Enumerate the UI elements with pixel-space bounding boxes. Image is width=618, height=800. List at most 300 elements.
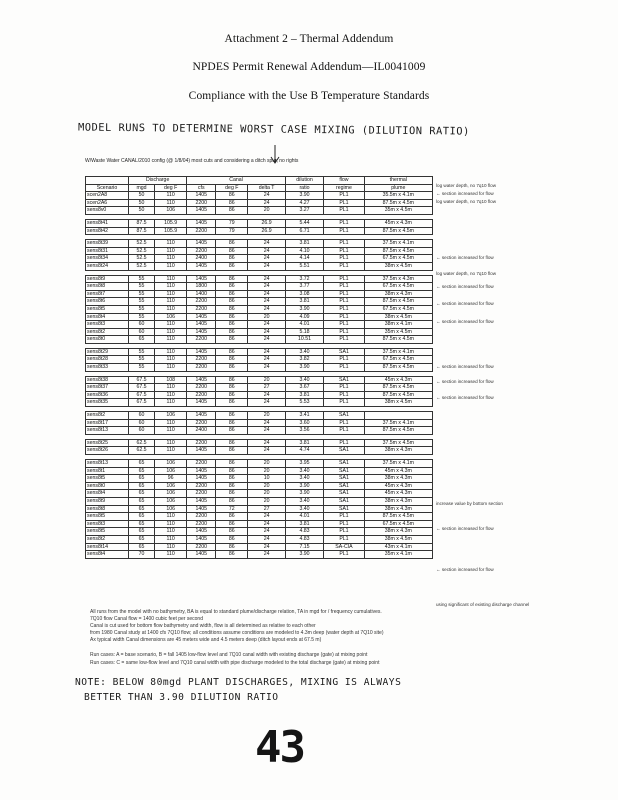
table-cell: 3.72 — [285, 275, 324, 283]
table-cell: SA1 — [324, 467, 364, 475]
table-cell: sens8t36 — [86, 391, 129, 399]
table-cell: 1405 — [187, 412, 216, 420]
table-cell: PL1 — [324, 275, 364, 283]
table-cell: 3.27 — [285, 207, 324, 215]
table-row — [86, 460, 433, 468]
table-cell: 24 — [248, 551, 285, 559]
table-cell: 3.40 — [285, 376, 324, 384]
table-cell: 86 — [216, 240, 248, 248]
table-cell: 106 — [155, 207, 187, 215]
table-cell: 110 — [155, 439, 187, 447]
table-cell: 37.5m x 4.1m — [364, 419, 432, 427]
table-cell: sens8t31 — [86, 247, 129, 255]
table-cell: 4.83 — [285, 535, 324, 543]
table-cell: SA1 — [324, 497, 364, 505]
table-cell: 110 — [155, 305, 187, 313]
table-cell: 5.18 — [285, 328, 324, 336]
footnote: 7Q10 flow Canal flow = 1400 cubic feet per second — [90, 616, 203, 622]
table-cell: 3.41 — [285, 412, 324, 420]
table-cell: 3.81 — [285, 240, 324, 248]
table-cell: 2200 — [187, 520, 216, 528]
table-cell: 20 — [248, 207, 285, 215]
table-cell: sens8t5 — [86, 475, 129, 483]
table-cell: 87.5m x 4.5m — [364, 227, 432, 235]
table-row — [86, 313, 433, 321]
table-cell: sens8v0 — [86, 207, 129, 215]
table-cell: 1405 — [187, 313, 216, 321]
group-discharge: Discharge — [129, 177, 187, 185]
table-row — [86, 275, 433, 283]
table-cell: PL1 — [324, 247, 364, 255]
table-cell: 50 — [129, 207, 155, 215]
table-cell: 110 — [155, 391, 187, 399]
table-cell — [364, 412, 432, 420]
table-cell: PL1 — [324, 336, 364, 344]
table-row — [86, 328, 433, 336]
table-cell: 20 — [248, 490, 285, 498]
group-dilution: dilution — [285, 177, 324, 185]
table-row — [86, 412, 433, 420]
table-cell: 55 — [129, 364, 155, 372]
table-row — [86, 227, 433, 235]
table-cell: 50 — [129, 192, 155, 200]
table-cell: 24 — [248, 348, 285, 356]
table-cell: 110 — [155, 336, 187, 344]
table-cell: PL1 — [324, 227, 364, 235]
table-cell: 60 — [129, 412, 155, 420]
table-cell: 110 — [155, 364, 187, 372]
table-cell: 38m x 4.5m — [364, 262, 432, 270]
table-cell: 37.5m x 4.1m — [364, 460, 432, 468]
table-cell: 1405 — [187, 399, 216, 407]
table-cell: 2200 — [187, 356, 216, 364]
table-cell: 20 — [248, 460, 285, 468]
table-cell: 52.5 — [129, 240, 155, 248]
table-cell: 60 — [129, 321, 155, 329]
table-row — [86, 207, 433, 215]
table-cell: sens8t8 — [86, 283, 129, 291]
footnote: Run cases: C = same low-flow level and 7Q10 canal width with pipe discharge modeled to the total discharge (gate) at mixing point — [90, 660, 380, 666]
table-cell: 96 — [155, 475, 187, 483]
table-cell: 67.5m x 4.5m — [364, 283, 432, 291]
table-cell: 86 — [216, 391, 248, 399]
table-cell: 65 — [129, 475, 155, 483]
table-cell: 27 — [248, 384, 285, 392]
table-cell: 24 — [248, 447, 285, 455]
table-cell: 65 — [129, 520, 155, 528]
side-note: ← section increased for flow — [436, 526, 494, 531]
table-cell: SA-CIA — [324, 543, 364, 551]
table-cell: 86 — [216, 313, 248, 321]
table-cell: 2200 — [187, 460, 216, 468]
table-cell: 110 — [155, 348, 187, 356]
table-cell: 2200 — [187, 199, 216, 207]
table-cell: 1405 — [187, 475, 216, 483]
table-cell: 38m x 4.3m — [364, 505, 432, 513]
table-cell: 62.5 — [129, 447, 155, 455]
table-cell: PL1 — [324, 391, 364, 399]
table-cell: 1405 — [187, 328, 216, 336]
table-cell: 20 — [248, 313, 285, 321]
table-cell: PL1 — [324, 551, 364, 559]
table-cell: 106 — [155, 467, 187, 475]
table-cell: 3.08 — [285, 290, 324, 298]
table-row — [86, 298, 433, 306]
table-cell: 20 — [248, 467, 285, 475]
table-cell: 24 — [248, 336, 285, 344]
group-thermal: thermal — [364, 177, 432, 185]
table-cell: 86 — [216, 348, 248, 356]
table-cell: 24 — [248, 427, 285, 435]
table-row — [86, 364, 433, 372]
table-cell: sens8t8 — [86, 505, 129, 513]
table-cell: 65 — [129, 460, 155, 468]
table-cell: 1405 — [187, 467, 216, 475]
table-cell: 35m x 4.5m — [364, 328, 432, 336]
table-cell: 110 — [155, 384, 187, 392]
table-cell: 24 — [248, 520, 285, 528]
table-cell: sens8t3 — [86, 520, 129, 528]
table-cell: sens8t0 — [86, 482, 129, 490]
table-cell: 70 — [129, 551, 155, 559]
table-cell: 110 — [155, 543, 187, 551]
handwritten-note-line-1: NOTE: BELOW 80mgd PLANT DISCHARGES, MIXING IS ALWAYS — [75, 677, 402, 688]
table-cell: 62.5 — [129, 439, 155, 447]
table-cell: PL1 — [324, 313, 364, 321]
table-cell: 2400 — [187, 427, 216, 435]
table-cell: 2200 — [187, 391, 216, 399]
header-line-1: Attachment 2 – Thermal Addendum — [224, 33, 394, 45]
table-row — [86, 543, 433, 551]
table-cell: PL1 — [324, 419, 364, 427]
table-cell: 65 — [129, 336, 155, 344]
table-cell: 86 — [216, 305, 248, 313]
table-cell: 67.5m x 4.5m — [364, 520, 432, 528]
table-cell: 24 — [248, 399, 285, 407]
table-cell: 27 — [248, 505, 285, 513]
table-cell: SA1 — [324, 505, 364, 513]
table-cell: 3.90 — [285, 364, 324, 372]
table-cell: sens8t14 — [86, 543, 129, 551]
table-cell: sens8t9 — [86, 275, 129, 283]
table-cell: scen2A8 — [86, 192, 129, 200]
table-cell: 86 — [216, 192, 248, 200]
table-cell: PL1 — [324, 535, 364, 543]
table-cell: 5.44 — [285, 219, 324, 227]
table-cell: 1405 — [187, 348, 216, 356]
table-row — [86, 482, 433, 490]
table-cell: scen2A6 — [86, 199, 129, 207]
table-cell: 38m x 4.3m — [364, 290, 432, 298]
table-cell: 45m x 4.3m — [364, 219, 432, 227]
column-header: delta T — [248, 184, 285, 192]
table-cell: SA1 — [324, 490, 364, 498]
footnote: Ax typical width Canal dimensions are 45 meters wide and 4.5 meters deep (ditch layout ends at 67.5 m) — [90, 637, 322, 643]
column-header: cfs — [187, 184, 216, 192]
table-cell: 106 — [155, 313, 187, 321]
table-row — [86, 321, 433, 329]
footnote: from 1980 Canal study at 1400 cfs 7Q10 flow; all conditions assume conditions are modeled to 4.3m deep (water depth at 7Q10 site) — [90, 630, 384, 636]
table-cell: sens8t6 — [86, 298, 129, 306]
table-cell: 24 — [248, 391, 285, 399]
table-row — [86, 399, 433, 407]
table-cell: sens8t5 — [86, 513, 129, 521]
table-cell: 24 — [248, 419, 285, 427]
table-cell: 110 — [155, 520, 187, 528]
table-cell: 24 — [248, 290, 285, 298]
table-cell: 1800 — [187, 283, 216, 291]
table-cell: 110 — [155, 356, 187, 364]
table-cell: sens8t13 — [86, 427, 129, 435]
table-cell: sens8t3 — [86, 321, 129, 329]
table-row — [86, 219, 433, 227]
table-cell: 52.5 — [129, 255, 155, 263]
table-cell: 110 — [155, 275, 187, 283]
table-cell: 38m x 4.3m — [364, 475, 432, 483]
table-cell: PL1 — [324, 290, 364, 298]
table-cell: 67.5m x 4.5m — [364, 356, 432, 364]
table-cell: 2400 — [187, 255, 216, 263]
table-cell: PL1 — [324, 399, 364, 407]
table-cell: 65 — [129, 467, 155, 475]
table-cell: PL1 — [324, 321, 364, 329]
table-cell: 86 — [216, 321, 248, 329]
table-cell: sens8t13 — [86, 460, 129, 468]
table-cell: 24 — [248, 356, 285, 364]
table-row — [86, 427, 433, 435]
table-cell: 65 — [129, 513, 155, 521]
table-cell: 38m x 4.3m — [364, 528, 432, 536]
table-cell: 3.81 — [285, 520, 324, 528]
table-cell: sens8t29 — [86, 348, 129, 356]
table-cell: PL1 — [324, 255, 364, 263]
table-cell: 38m x 4.5m — [364, 399, 432, 407]
table-cell: sens8t37 — [86, 384, 129, 392]
side-note: ← section increased for flow — [436, 567, 494, 572]
table-cell: 110 — [155, 535, 187, 543]
table-cell: 3.82 — [285, 356, 324, 364]
table-cell: 5.53 — [285, 399, 324, 407]
table-cell: 1405 — [187, 447, 216, 455]
table-cell: 50 — [129, 199, 155, 207]
table-row — [86, 447, 433, 455]
table-cell: 65 — [129, 528, 155, 536]
table-row — [86, 497, 433, 505]
table-row — [86, 535, 433, 543]
table-cell: 86 — [216, 419, 248, 427]
table-cell: sens8t28 — [86, 356, 129, 364]
table-cell: 108 — [155, 376, 187, 384]
group-flow: flow — [324, 177, 364, 185]
table-cell: 1405 — [187, 551, 216, 559]
side-note: ← section increased for flow — [436, 284, 494, 289]
table-cell: 55 — [129, 313, 155, 321]
table-row — [86, 262, 433, 270]
table-row — [86, 475, 433, 483]
table-cell: 2200 — [187, 490, 216, 498]
table-cell: SA1 — [324, 447, 364, 455]
table-cell: 65 — [129, 535, 155, 543]
table-cell: 110 — [155, 399, 187, 407]
side-note: ← section increased for flow — [436, 319, 494, 324]
table-cell: 87.5m x 4.5m — [364, 391, 432, 399]
table-cell: 45m x 4.3m — [364, 467, 432, 475]
table-cell: 110 — [155, 298, 187, 306]
table-row — [86, 336, 433, 344]
table-cell: 2200 — [187, 439, 216, 447]
table-cell: 105.9 — [155, 219, 187, 227]
table-cell: 20 — [248, 412, 285, 420]
table-cell: 86 — [216, 482, 248, 490]
table-cell: 3.40 — [285, 348, 324, 356]
side-note: ← section increased for flow — [436, 301, 494, 306]
table-cell: sens8t4 — [86, 313, 129, 321]
table-cell: 37.5m x 4.5m — [364, 439, 432, 447]
table-cell: PL1 — [324, 328, 364, 336]
table-cell: 86 — [216, 207, 248, 215]
table-cell: 1405 — [187, 321, 216, 329]
table-cell: 52.5 — [129, 262, 155, 270]
table-cell: 110 — [155, 255, 187, 263]
table-cell: 86 — [216, 528, 248, 536]
table-cell: 24 — [248, 275, 285, 283]
table-cell: 110 — [155, 199, 187, 207]
table-cell: 37.5m x 4.1m — [364, 348, 432, 356]
table-row — [86, 513, 433, 521]
table-cell: 110 — [155, 283, 187, 291]
table-cell: 86 — [216, 247, 248, 255]
page-number: 43 — [255, 722, 304, 773]
table-cell: 86 — [216, 399, 248, 407]
table-cell: 24 — [248, 439, 285, 447]
table-cell: PL1 — [324, 439, 364, 447]
table-cell: 1405 — [187, 505, 216, 513]
table-cell: 24 — [248, 262, 285, 270]
table-cell: SA1 — [324, 460, 364, 468]
table-cell: sens8t1 — [86, 467, 129, 475]
table-cell: 67.5 — [129, 376, 155, 384]
table-cell: PL1 — [324, 513, 364, 521]
table-cell: 24 — [248, 298, 285, 306]
table-cell: 38m x 4.5m — [364, 535, 432, 543]
table-cell: 110 — [155, 328, 187, 336]
table-cell: 86 — [216, 551, 248, 559]
side-note: increase value by bottom section — [436, 501, 503, 506]
handwritten-note-line-2: BETTER THAN 3.90 DILUTION RATIO — [84, 692, 279, 703]
table-cell: 86 — [216, 290, 248, 298]
table-row — [86, 348, 433, 356]
table-cell: 24 — [248, 513, 285, 521]
table-cell: 35m x 4.5m — [364, 207, 432, 215]
table-cell: 3.90 — [285, 305, 324, 313]
table-cell: 110 — [155, 419, 187, 427]
table-cell: 3.90 — [285, 192, 324, 200]
table-cell: SA1 — [324, 376, 364, 384]
dilution-table — [85, 176, 433, 559]
table-cell: 1405 — [187, 207, 216, 215]
table-caption: W/Waste Water CANAL/2010 config (@ 1/8/04) most cuts and considering a ditch spur, no rights — [85, 158, 299, 164]
table-cell: 67.5 — [129, 391, 155, 399]
table-cell: 79 — [216, 219, 248, 227]
table-cell: 110 — [155, 528, 187, 536]
table-row — [86, 419, 433, 427]
table-cell: PL1 — [324, 427, 364, 435]
table-cell: 2200 — [187, 543, 216, 551]
footnote: Run cases: A = base scenario, B = fall 1405 low-flow level and 7Q10 canal width with existing discharge (gate) at mixing point — [90, 652, 368, 658]
table-cell: 86 — [216, 336, 248, 344]
table-cell: 4.74 — [285, 447, 324, 455]
table-cell: 10 — [248, 475, 285, 483]
table-cell: 110 — [155, 447, 187, 455]
footnote: All runs from the model with no bathymetry, BA is equal to standard plume/discharge relation, TA in mgd for / frequency cumulatives. — [90, 609, 382, 615]
table-cell: 24 — [248, 528, 285, 536]
table-cell: 3.56 — [285, 427, 324, 435]
table-cell: 4.01 — [285, 513, 324, 521]
table-cell: 110 — [155, 247, 187, 255]
table-cell: 86 — [216, 298, 248, 306]
table-cell: 38m x 4.1m — [364, 321, 432, 329]
table-cell: sens8t2 — [86, 328, 129, 336]
table-cell: sens8t5 — [86, 305, 129, 313]
table-cell: 1405 — [187, 497, 216, 505]
table-cell: 55 — [129, 275, 155, 283]
table-cell: 86 — [216, 475, 248, 483]
table-cell: 3.77 — [285, 283, 324, 291]
table-cell: 87.5m x 4.5m — [364, 336, 432, 344]
table-cell: 7.15 — [285, 543, 324, 551]
table-cell: 1405 — [187, 535, 216, 543]
table-cell: 65 — [129, 497, 155, 505]
table-cell: 2200 — [187, 227, 216, 235]
table-cell: 87.5 — [129, 219, 155, 227]
table-cell: 106 — [155, 490, 187, 498]
table-cell: sens8t26 — [86, 447, 129, 455]
table-cell: 2200 — [187, 305, 216, 313]
table-cell: 86 — [216, 364, 248, 372]
table-cell: sens8t38 — [86, 376, 129, 384]
table-cell: sens8t0 — [86, 336, 129, 344]
table-cell: sens8t42 — [86, 227, 129, 235]
table-cell: 86 — [216, 376, 248, 384]
table-row — [86, 384, 433, 392]
table-cell: PL1 — [324, 192, 364, 200]
table-cell: 20 — [248, 482, 285, 490]
table-cell: 37.5m x 4.3m — [364, 275, 432, 283]
table-cell: 24 — [248, 240, 285, 248]
table-cell: 4.14 — [285, 255, 324, 263]
column-header: ratio — [285, 184, 324, 192]
table-cell: 20 — [248, 376, 285, 384]
table-cell: 87.5m x 4.5m — [364, 513, 432, 521]
header-line-3: Compliance with the Use B Temperature Standards — [188, 90, 430, 102]
table-cell: 67.5 — [129, 384, 155, 392]
table-cell: 52.5 — [129, 247, 155, 255]
table-cell: 86 — [216, 439, 248, 447]
header-line-2: NPDES Permit Renewal Addendum—IL0041009 — [192, 61, 426, 73]
table-cell: 24 — [248, 328, 285, 336]
side-note: log water depth, no 7q10 flow — [436, 199, 497, 204]
table-cell: 1405 — [187, 240, 216, 248]
table-cell: 24 — [248, 535, 285, 543]
table-cell: 4.10 — [285, 247, 324, 255]
table-cell: 106 — [155, 412, 187, 420]
table-cell: 86 — [216, 520, 248, 528]
side-note: log water depth, no 7q10 flow — [436, 271, 497, 276]
table-cell: 86 — [216, 384, 248, 392]
table-group-row — [86, 177, 433, 185]
table-cell: 24 — [248, 192, 285, 200]
table-cell: 67.5m x 4.5m — [364, 255, 432, 263]
